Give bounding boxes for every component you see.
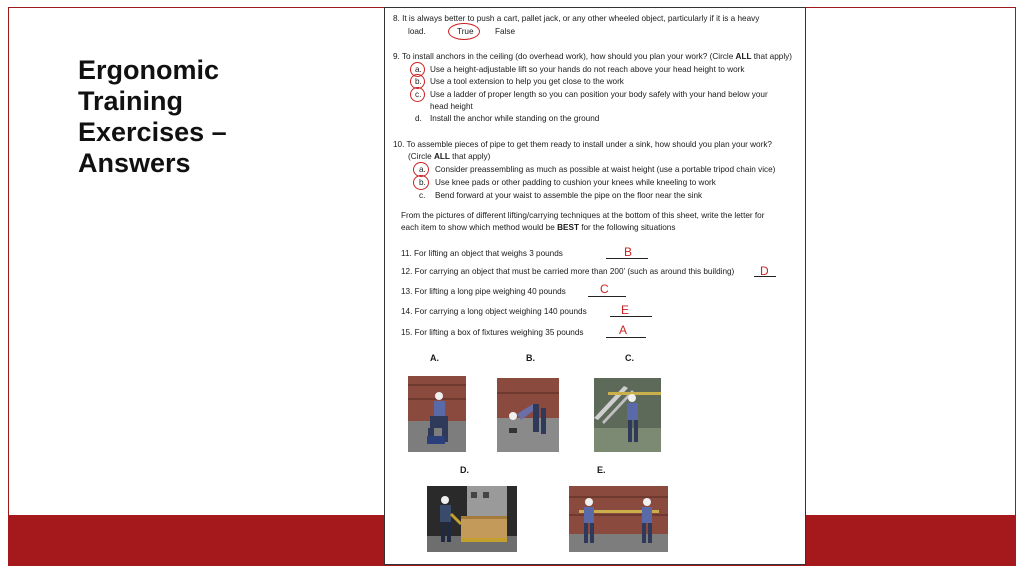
q9-option-c-cont: head height (430, 102, 473, 111)
photo-label-c: C. (625, 353, 634, 363)
photo-label-b: B. (526, 353, 535, 363)
photo-team-carry (569, 486, 668, 552)
photo-label-d: D. (460, 465, 469, 475)
answer-circle (448, 23, 480, 40)
q10-letter-c: c. (419, 191, 426, 200)
q9-text: 9. To install anchors in the ceiling (do overhead work), how should you plan your work? (Circle ALL that apply) (393, 52, 792, 61)
photo-label-e: E. (597, 465, 606, 475)
matching-item: 15. For lifting a box of fixtures weighing 35 pounds (401, 328, 584, 337)
slide-title (78, 55, 278, 179)
photo-pipe-shoulder (594, 378, 661, 452)
photo-pallet-jack (427, 486, 517, 552)
answer-letter: C (600, 282, 609, 296)
title-line-2: Training (78, 86, 184, 116)
answer-circle (410, 87, 425, 102)
photo-bend-lift (497, 378, 559, 452)
matching-intro-2: each item to show which method would be BEST for the following situations (401, 223, 676, 232)
answer-blank (610, 315, 652, 317)
matching-item: 11. For lifting an object that weighs 3 pounds (401, 249, 563, 258)
q9-letter-b: b. (415, 77, 422, 86)
title-line-1: Ergonomic (78, 55, 220, 85)
matching-item: 13. For lifting a long pipe weighing 40 pounds (401, 287, 566, 296)
answer-letter: A (619, 323, 628, 337)
q9-option-a: Use a height-adjustable lift so your hands do not reach above your head height to work (430, 65, 745, 74)
q9-option-b: Use a tool extension to help you get close to the work (430, 77, 624, 86)
q8-option-true: True (457, 27, 474, 36)
matching-item: 12. For carrying an object that must be carried more than 200’ (such as around this building) (401, 267, 735, 276)
worksheet-image (384, 7, 806, 565)
matching-item: 14. For carrying a long object weighing 140 pounds (401, 307, 587, 316)
title-line-3: Exercises – (78, 117, 227, 147)
q8-text: 8. It is always better to push a cart, pallet jack, or any other wheeled object, particularly if it is a heavy (393, 14, 760, 23)
q9-letter-a: a. (415, 65, 422, 74)
q9-letter-c: c. (415, 90, 422, 99)
answer-letter: D (760, 264, 769, 278)
q10-text: 10. To assemble pieces of pipe to get them ready to install under a sink, how should you plan your work? (393, 140, 772, 149)
q9-option-c: Use a ladder of proper length so you can position your body safely with your hand below your (430, 90, 768, 99)
q10-letter-a: a. (419, 165, 426, 174)
answer-letter: E (621, 303, 630, 317)
matching-intro: From the pictures of different lifting/carrying techniques at the bottom of this sheet, write the letter for (401, 211, 765, 220)
q10-option-b: Use knee pads or other padding to cushion your knees while kneeling to work (435, 178, 716, 187)
q10-option-c: Bend forward at your waist to assemble the pipe on the floor near the sink (435, 191, 703, 200)
q9-option-d: Install the anchor while standing on the ground (430, 114, 600, 123)
title-line-4: Answers (78, 148, 191, 178)
answer-circle (413, 175, 429, 190)
q10-text-2: (Circle ALL that apply) (408, 152, 491, 161)
photo-squat-lift (408, 376, 466, 452)
q8-option-false: False (495, 27, 516, 36)
answer-letter: B (624, 245, 633, 259)
photo-label-a: A. (430, 353, 439, 363)
q9-letter-d: d. (415, 114, 422, 123)
q8-text-2: load. (408, 27, 426, 36)
q10-letter-b: b. (419, 178, 426, 187)
q10-option-a: Consider preassembling as much as possible at waist height (use a portable tripod chain vice) (435, 165, 776, 174)
